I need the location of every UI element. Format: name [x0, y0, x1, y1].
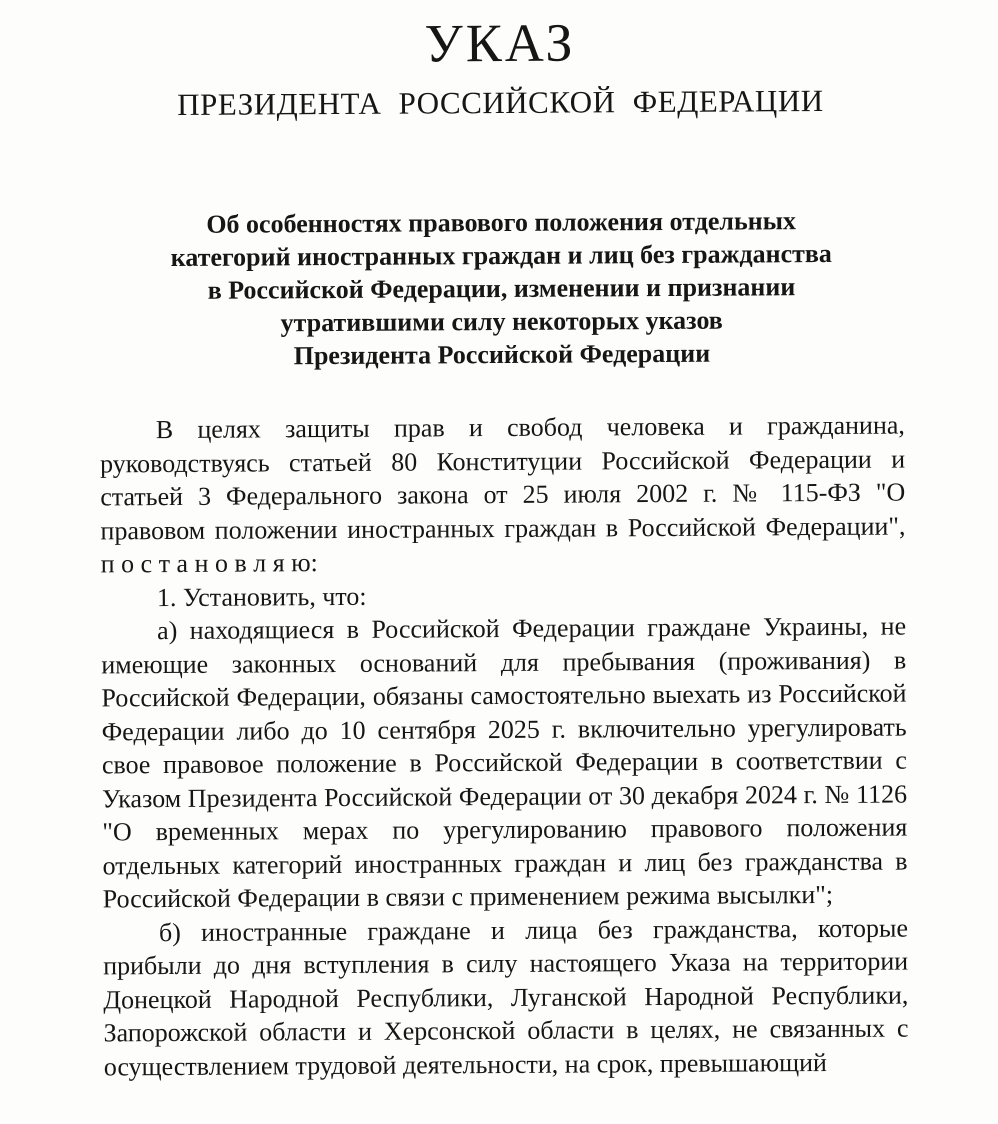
document-subject-heading: [141, 204, 862, 373]
paragraph-subpoint-a: а) находящиеся в Российской Федерации граждане Украины, не имеющие законных оснований для пребывания (проживания) в Российской Федерации, обязаны самостоятельно выехать из Российской Федерации либо до 10 сентября 2025 г. включительно урегулировать свое правовое положение в Российской Федерации в соответствии с Указом Президента Российской Федерации от 30 декабря 2024 г. № 1126 "О временных мерах по урегулированию правового положения отдельных категорий иностранных граждан и лиц без гражданства в Российской Федерации в связи с применением режима высылки";: [101, 611, 908, 914]
subject-line-5: Президента Российской Федерации: [293, 338, 711, 371]
subject-line-4: утратившими силу некоторых указов: [280, 305, 723, 338]
subject-line-3: в Российской Федерации, изменении и признании: [207, 272, 796, 305]
subject-line-1: Об особенностях правового положения отдельных: [206, 206, 797, 239]
paragraph-subpoint-b: б) иностранные граждане и лица без гражданства, которые прибыли до дня вступления в силу настоящего Указа на территории Донецкой Народной Республики, Луганской Народной Республики, Запорожской области и Херсонской области в целях, не связанных с осуществлением трудовой деятельности, на срок, превышающий: [103, 913, 909, 1081]
paragraph-preamble: В целях защиты прав и свобод человека и гражданина, руководствуясь статьей 80 Конституции Российской Федерации и статьей 3 Федерального закона от 25 июля 2002 г. № 115-ФЗ "О правовом положении иностранных граждан в Российской Федерации", п о с т а н о в л я ю:: [99, 410, 906, 579]
paragraph-point-1: 1. Установить, что:: [156, 581, 367, 612]
document-title: УКАЗ: [424, 12, 576, 74]
document-subtitle: ПРЕЗИДЕНТА РОССИЙСКОЙ ФЕДЕРАЦИИ: [177, 83, 824, 122]
subject-line-2: категорий иностранных граждан и лиц без гражданства: [170, 238, 832, 273]
document-body: [100, 409, 909, 1084]
